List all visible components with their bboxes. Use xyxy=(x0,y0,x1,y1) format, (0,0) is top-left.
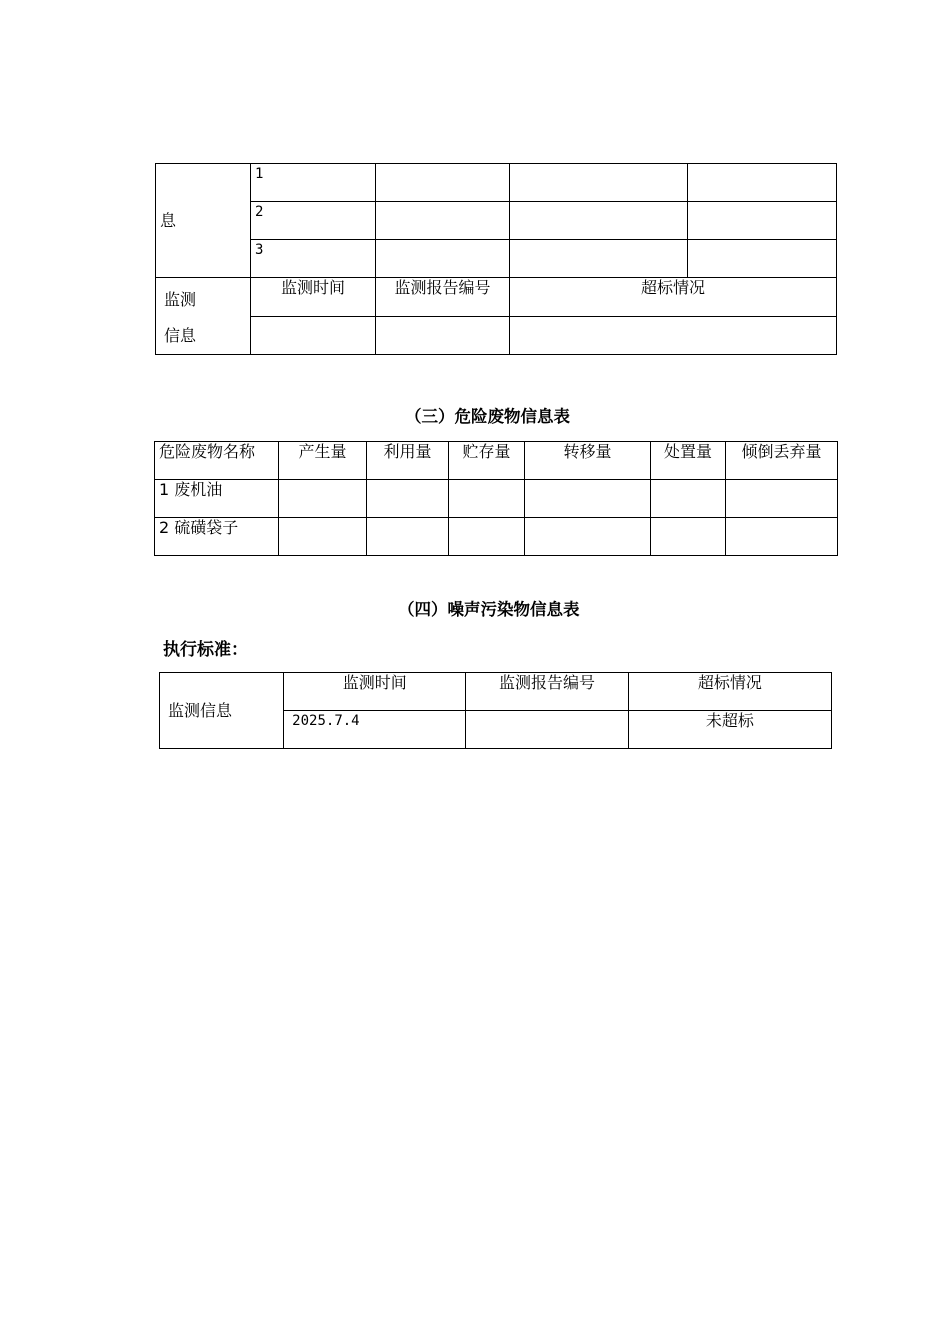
waste-name: 2 硫磺袋子 xyxy=(155,518,279,556)
table-cell xyxy=(510,316,837,355)
table-cell xyxy=(510,202,688,240)
header-generated: 产生量 xyxy=(279,442,367,480)
exceed-status-value: 未超标 xyxy=(628,711,831,749)
table-cell xyxy=(525,480,651,518)
pollutant-monitoring-table xyxy=(155,163,837,355)
table-cell xyxy=(688,164,837,202)
row-index: 2 xyxy=(251,202,376,240)
header-report-number: 监测报告编号 xyxy=(376,278,510,317)
section-3-title: （三）危险废物信息表 xyxy=(405,407,570,426)
table-cell xyxy=(279,518,367,556)
monitor-time-value: 2025.7.4 xyxy=(284,711,466,749)
header-disposed: 处置量 xyxy=(651,442,726,480)
header-monitor-time: 监测时间 xyxy=(251,278,376,317)
table-cell xyxy=(651,480,726,518)
table-row xyxy=(155,518,838,556)
table-cell xyxy=(510,240,688,278)
section-4-title: （四）噪声污染物信息表 xyxy=(398,600,580,619)
hazardous-waste-table xyxy=(154,441,838,556)
row-index: 1 xyxy=(251,164,376,202)
row-index: 3 xyxy=(251,240,376,278)
monitor-info-label: 监测信息 xyxy=(160,673,284,749)
table-cell xyxy=(449,518,525,556)
table-row xyxy=(155,480,838,518)
monitor-info-label: 监测 信息 xyxy=(156,278,251,355)
report-number-value xyxy=(466,711,628,749)
header-dumped: 倾倒丢弃量 xyxy=(726,442,838,480)
table-cell xyxy=(376,164,510,202)
header-exceed-status: 超标情况 xyxy=(510,278,837,317)
header-waste-name: 危险废物名称 xyxy=(155,442,279,480)
table-cell xyxy=(449,480,525,518)
table-cell xyxy=(367,518,449,556)
standard-label: 执行标准： xyxy=(163,640,248,660)
header-exceed-status: 超标情况 xyxy=(628,673,831,711)
noise-monitoring-table xyxy=(159,672,832,749)
table-cell xyxy=(279,480,367,518)
header-utilized: 利用量 xyxy=(367,442,449,480)
table-cell xyxy=(525,518,651,556)
table-cell xyxy=(251,316,376,355)
header-transferred: 转移量 xyxy=(525,442,651,480)
info-label-cell: 息 xyxy=(156,164,251,278)
table-cell xyxy=(688,202,837,240)
table-cell xyxy=(376,240,510,278)
table-cell xyxy=(376,316,510,355)
header-monitor-time: 监测时间 xyxy=(284,673,466,711)
table-cell xyxy=(651,518,726,556)
header-stored: 贮存量 xyxy=(449,442,525,480)
waste-name: 1 废机油 xyxy=(155,480,279,518)
table-cell xyxy=(726,518,838,556)
table-cell xyxy=(376,202,510,240)
header-report-number: 监测报告编号 xyxy=(466,673,628,711)
table-cell xyxy=(726,480,838,518)
table-cell xyxy=(367,480,449,518)
table-cell xyxy=(510,164,688,202)
table-cell xyxy=(688,240,837,278)
